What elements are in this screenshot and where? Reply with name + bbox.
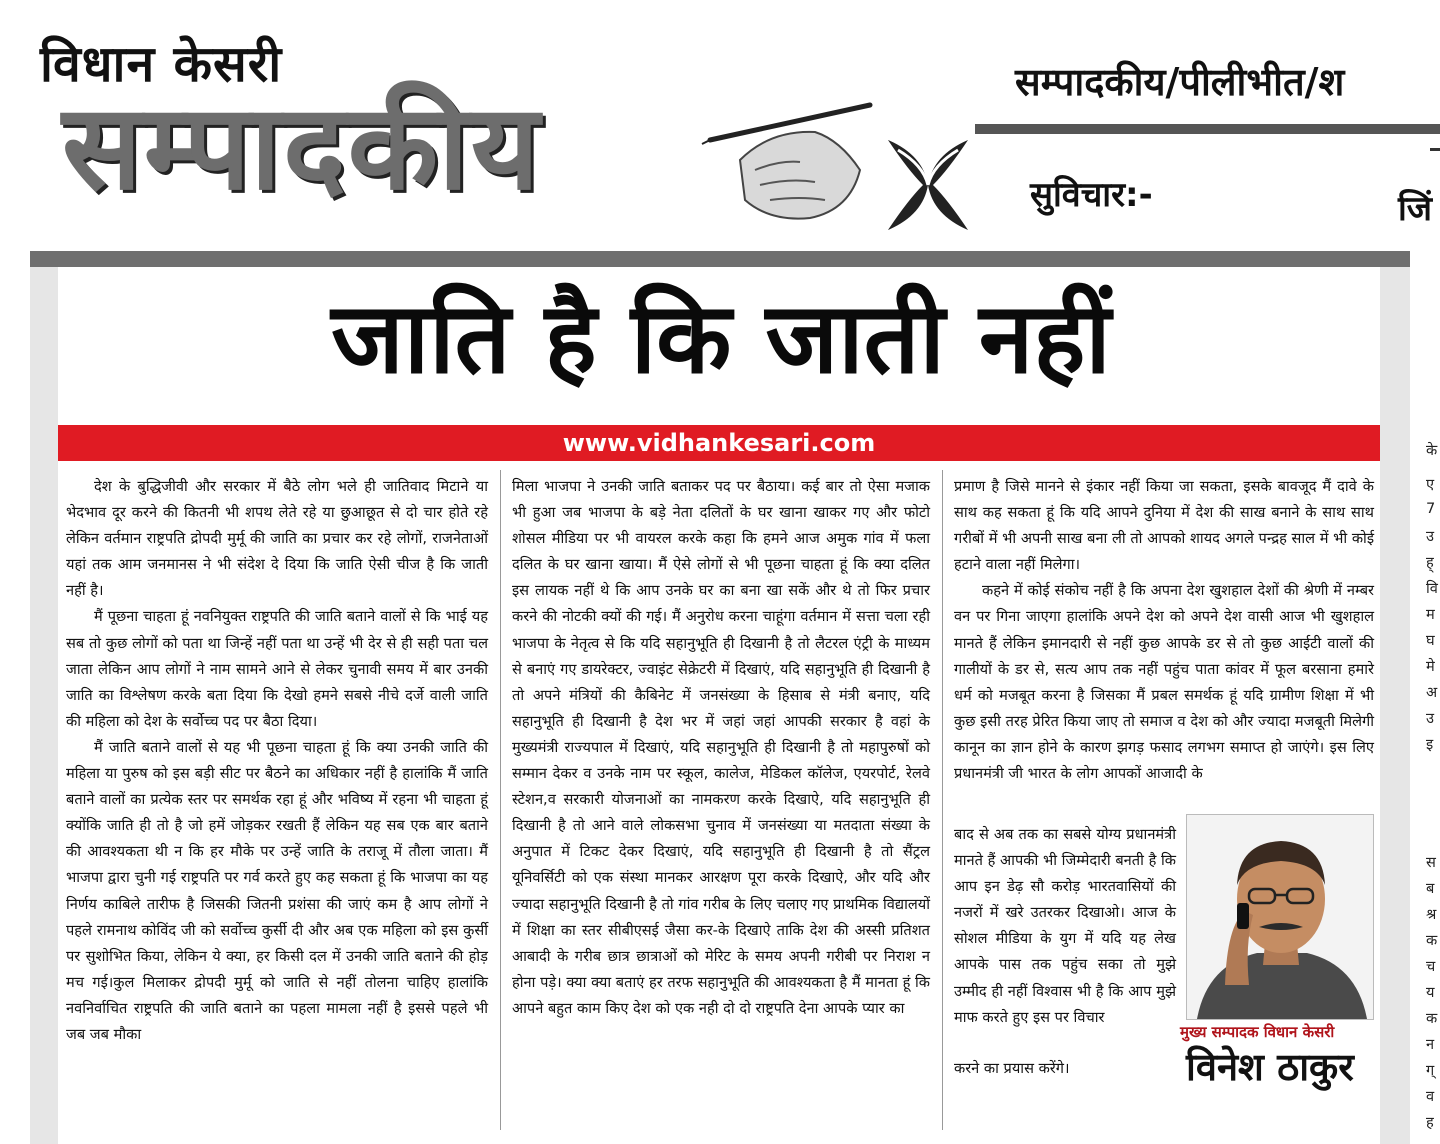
article-column-3-wrap: [954, 822, 1176, 1031]
paragraph: देश के बुद्धिजीवी और सरकार में बैठे लोग भले ही जातिवाद मिटाने या भेदभाव दूर करने की कितनी भी शपथ लेते रहे या छुआछूत से दो चार होते रहे लेकिन वर्तमान राष्ट्रपति द्रोपदी मुर्मू की जाति का प्रचार कर रहे लोगों, राजनेताओं यहां तक आम जनमानस ने भी संदेश दे दिया कि जाति ऐसी चीज है कि जाती नहीं है।: [66, 478, 488, 600]
article-column-3: [954, 474, 1374, 822]
edge-fragment: घ: [1426, 632, 1435, 649]
article-closing-line: [954, 1056, 1176, 1082]
edge-fragment: ए: [1426, 476, 1435, 493]
edge-fragment: मे: [1426, 658, 1435, 675]
page-frame-left: [30, 267, 58, 1144]
edge-fragment: के: [1426, 442, 1438, 459]
article-column-1: [66, 474, 488, 1130]
editor-photo: [1186, 814, 1374, 1020]
edge-fragment: श्र: [1426, 906, 1437, 923]
edge-fragment: उ: [1426, 710, 1434, 727]
edge-fragment: इ: [1426, 736, 1434, 753]
paragraph: बाद से अब तक का सबसे योग्य प्रधानमंत्री मानते हैं आपकी भी जिम्मेदारी बनती है कि आप इन डेढ़ सौ करोड़ भारतवासियों की नजरों में खरे उतरकर दिखाओ। आज के सोशल मीडिया के युग में यदि यह लेख आपके पास तक पहुंच सका तो मुझे उम्मीद ही नहीं विश्वास भी है कि आप मुझे माफ करते हुए इस पर विचार: [954, 826, 1176, 1026]
edge-fragment: क: [1426, 1010, 1438, 1027]
edge-fragment: च: [1426, 958, 1436, 975]
paragraph: मिला भाजपा ने उनकी जाति बताकर पद पर बैठाया। कई बार तो ऐसा मजाक भी हुआ जब भाजपा के बड़े नेता दलितों के घर खाना खाकर गए और फोटो शोसल मीडिया पर भी वायरल करके कहा कि हमने आज अमुक गांव में फला दलित के घर खाना खाया। मैं ऐसे लोगों से भी पूछना चाहता हूं कि क्या दलित इस लायक नहीं थे कि आप उनके घर का बना खा सकें और थे तो फिर प्रचार करने की नोटकी क्यों की गई। मैं अनुरोध करना चाहूंगा वर्तमान में सत्ता चला रही भाजपा के नेतृत्व से कि यदि सहानुभूति ही दिखानी है तो लैटरल एंट्री के माध्यम से बनाएं गए डायरेक्टर, ज्वाइंट सेक्रेटरी में दिखाएं, यदि सहानुभूति ही दिखानी है तो अपने मंत्रियों की कैबिनेट में जनसंख्या के हिसाब से मंत्री बनाए, यदि सहानुभूति ही दिखानी है देश भर में जहां जहां आपकी सरकार है वहां के मुख्यमंत्री राज्यपाल में दिखाएं, यदि सहानुभूति ही दिखानी है तो महापुरुषों को सम्मान देकर व उनके नाम पर स्कूल, कालेज, मेडिकल कॉलेज, एयरपोर्ट, रेलवे स्टेशन,व सरकारी योजनाओं का नामकरण करके दिखाऐ, यदि सहानुभूति ही दिखानी है तो आने वाले लोकसभा चुनाव में जनसंख्या या मतदाता संख्या के अनुपात में टिकट देकर दिखाएं, यदि सहानुभूति ही दिखानी है तो सैंट्रल यूनिवर्सिटी को एक संस्था मानकर आरक्षण पूरा करके दिखाऐ, और यदि और ज्यादा सहानुभूति दिखानी है तो गांव गरीब के लिए चलाए गए प्राथमिक विद्यालयों में शिक्षा का स्तर सीबीएसई जैसा कर-के दिखाऐ ताकि देश की अस्सी प्रतिशत आबादी के गरीब छात्र छात्राओं को मेरिट के समय अपनी गरीबी पर निराश न होना पड़े। क्या क्या बताएं हर तरफ सहानुभूति की आवश्यकता है मैं मानता हूं कि आपने बहुत काम किए देश को एक नही दो दो राष्ट्रपति देना आपके प्यार का: [512, 478, 930, 1017]
header-section-path: सम्पादकीय/पीलीभीत/श: [1015, 60, 1345, 104]
header-dash: [1430, 148, 1440, 151]
article-headline: जाति है कि जाती नहीं: [331, 282, 1111, 396]
paragraph: मैं पूछना चाहता हूं नवनियुक्त राष्ट्रपति की जाति बताने वालों से कि भाई यह सब तो कुछ लोगों को पता था जिन्हें नहीं पता था उन्हें भी देर से ही सही पता चल जाता लेकिन आप लोगों ने नाम सामने आने से लेकर चुनावी समय में बार उनकी जाति का विश्लेषण करके बता दिया कि देखो हमने सबसे नीचे दर्जे वाली जाति की महिला को देश के सर्वोच्च पद पर बैठा दिया।: [66, 608, 488, 730]
editor-name: विनेश ठाकुर: [1186, 1045, 1354, 1089]
edge-fragment: ब: [1426, 880, 1435, 897]
column-divider: [500, 470, 501, 1130]
paragraph: कहने में कोई संकोच नहीं है कि अपना देश खुशहाल देशों की श्रेणी में नम्बर वन पर गिना जाएगा हालांकि अपने देश को अपने देश वासी आज भी खुशहाल मानते हैं लेकिन इमानदारी से नहीं कुछ आपके डर से तो कुछ आईटी वालों की गालीयों के डर से, सत्य आप तक नहीं पहुंच पाता कांवर में फूल बरसाना हमारे धर्म को मजबूत करना है जिसका मैं प्रबल समर्थक हूं यदि ग्रामीण शिक्षा में भी कुछ इसी तरह प्रेरित किया जाए तो समाज व देश को और ज्यादा मजबूती मिलेगी कानून का ज्ञान होने के कारण झगड़ फसाद लगभग समाप्त हो जाएंगे। इस लिए प्रधानमंत्री जी भारत के लोग आपकों आजादी के: [954, 582, 1374, 783]
edge-fragment: य: [1426, 984, 1435, 1001]
edge-fragment: न: [1426, 1036, 1435, 1053]
edge-fragment: ह: [1426, 1114, 1434, 1131]
edge-fragment: अ: [1426, 684, 1438, 701]
edge-fragment: 7: [1426, 500, 1436, 517]
edge-fragment: म: [1426, 606, 1435, 623]
page-frame-right: [1380, 267, 1410, 1144]
decorative-ornament-icon: [878, 130, 978, 240]
paragraph: मैं जाति बताने वालों से यह भी पूछना चाहता हूं कि क्या उनकी जाति की महिला या पुरुष को इस बड़ी सीट पर बैठने का अधिकार नहीं है हालांकि मैं जाति बताने वालों का प्रत्येक स्तर पर समर्थक रहा हूं और भविष्य में रहना भी चाहता हूं क्योंकि जाति ही तो है जो हमें जोड़कर रखती हैं लेकिन यह सब एक बार बताने की आवश्यकता थी न कि हर मौके पर उन्हें जाति के तराजू में तौला जाता। मैं भाजपा द्वारा चुनी गई राष्ट्रपति पर गर्व करते हुए कह सकता हूं कि भाजपा का यह निर्णय काबिले तारीफ है जिसकी जितनी प्रशंसा की जाएं कम है आप लोगों ने पहले रामनाथ कोविंद जी को सर्वोच्च कुर्सी दी और अब एक महिला को इस कुर्सी पर सुशोभित किया, लेकिन ये क्या, हर किसी दल में उनकी जाति बताने की होड़ मच गई।कुल मिलाकर द्रोपदी मुर्मू को जाति से नहीं तोलना चाहिए हालांकि नवनिर्वाचित राष्ट्रपति की जाति बताने का पहला मामला नहीं है इससे पहले भी जब जब मौका: [66, 738, 488, 1043]
edge-fragment: व: [1426, 1088, 1435, 1105]
edge-fragment: उ: [1426, 528, 1434, 545]
editor-caption: मुख्य सम्पादक विधान केसरी: [1180, 1023, 1335, 1041]
edge-fragment: ग्: [1426, 1062, 1435, 1079]
article-column-2: [512, 474, 930, 1130]
newspaper-name: विधान केसरी: [40, 35, 283, 93]
section-masthead: सम्पादकीय: [62, 78, 542, 216]
section-divider: [30, 251, 1410, 267]
header-rule: [975, 124, 1440, 134]
hand-pen-illustration: [700, 100, 880, 230]
edge-fragment: क: [1426, 932, 1438, 949]
paragraph: करने का प्रयास करेंगे।: [954, 1060, 1070, 1077]
paragraph: प्रमाण है जिसे मानने से इंकार नहीं किया जा सकता, इसके बावजूद मैं दावे के साथ कह सकता हूं कि यदि आपने दुनिया में देश की साख बनाने के साथ साथ गरीबों में भी अपनी साख बना ली तो आपको शायद अगले पन्द्रह साल में भी कोई हटाने वाला नहीं मिलेगा।: [954, 478, 1374, 574]
cropped-right-text: जिं: [1398, 189, 1433, 229]
edge-fragment: ह्: [1426, 554, 1434, 571]
suvichar-label: सुविचार:-: [1030, 175, 1153, 215]
website-url[interactable]: www.vidhankesari.com: [562, 429, 876, 457]
column-divider: [942, 470, 943, 1130]
edge-fragment: वि: [1426, 580, 1438, 597]
edge-fragment: स: [1426, 854, 1436, 871]
